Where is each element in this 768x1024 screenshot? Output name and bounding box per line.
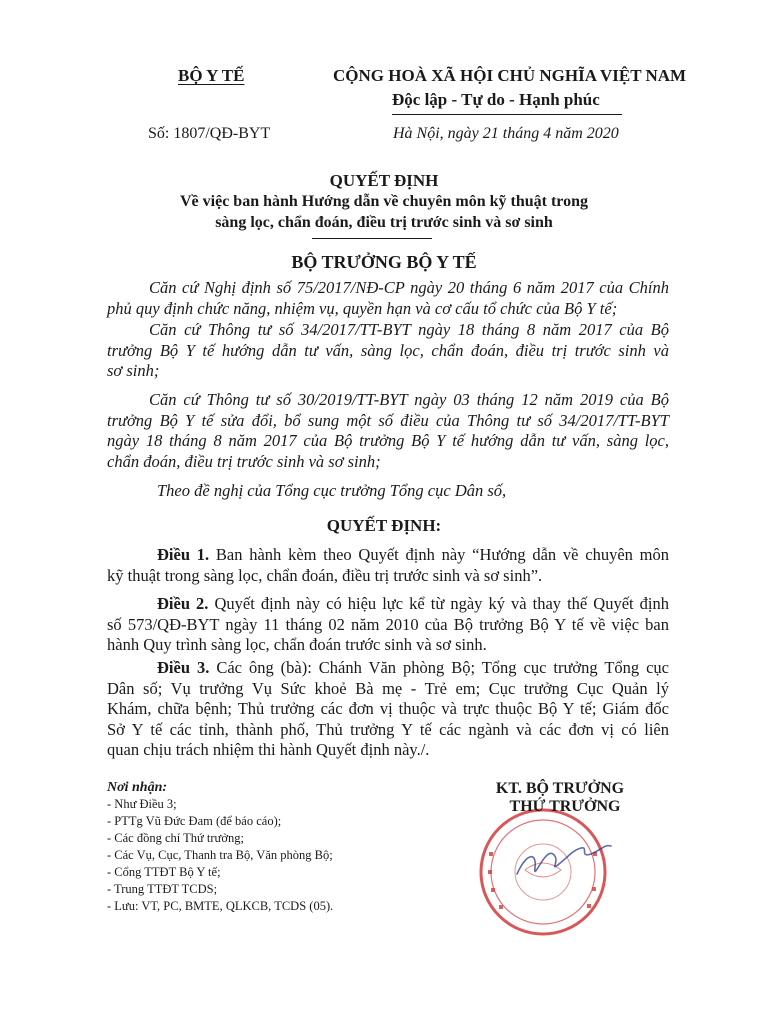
article-line: Sở Y tế các tỉnh, thành phố, Thủ trưởng Y tế các ngành và các đơn vị có liên [107, 719, 669, 739]
seal-mark [491, 888, 495, 892]
motto-underline [392, 114, 622, 115]
recipients-title: Nơi nhận: [107, 780, 168, 795]
article-text: Ban hành kèm theo Quyết định này “Hướng dẫn về chuyên môn [209, 545, 669, 564]
article-line: quan chịu trách nhiệm thi hành Quyết định này./. [107, 740, 430, 760]
issuing-authority: BỘ TRƯỞNG BỘ Y TẾ [291, 252, 477, 272]
basis-line: sơ sinh; [107, 361, 160, 381]
basis-line: Theo đề nghị của Tổng cục trưởng Tổng cục Dân số, [157, 481, 507, 500]
recipient-item: - Như Điều 3; [107, 797, 177, 811]
seal-mark [489, 852, 493, 856]
article-line: số 573/QĐ-BYT ngày 11 tháng 02 năm 2010 của Bộ trưởng Bộ Y tế về việc ban [107, 614, 669, 634]
article-label: Điều 1. [157, 545, 210, 564]
recipient-item: - Các đồng chí Thứ trưởng; [107, 831, 244, 845]
article-1 [107, 545, 669, 586]
article-text: Các ông (bà): Chánh Văn phòng Bộ; Tổng cục trưởng Tổng cục [209, 658, 670, 677]
document-number: Số: 1807/QĐ-BYT [148, 125, 271, 142]
decision-subject-line-1: Về việc ban hành Hướng dẫn về chuyên môn kỹ thuật trong [179, 193, 588, 210]
article-2 [107, 594, 669, 656]
basis-line: trưởng Bộ Y tế sửa đổi, bổ sung một số điều của Thông tư số 34/2017/TT-BYT [107, 410, 669, 430]
article-first-line [107, 594, 669, 615]
national-title: CỘNG HOÀ XÃ HỘI CHỦ NGHĨA VIỆT NAM [333, 66, 687, 85]
article-line: kỹ thuật trong sàng lọc, chẩn đoán, điều trị trước sinh và sơ sinh”. [107, 565, 543, 585]
signature-title-1: KT. BỘ TRƯỞNG [495, 780, 625, 797]
basis-line: phủ quy định chức năng, nhiệm vụ, quyền hạn và cơ cấu tổ chức của Bộ Y tế; [107, 298, 618, 318]
legal-basis-2 [107, 320, 669, 382]
title-underline [312, 238, 432, 239]
article-3 [107, 658, 669, 761]
recipient-item: - Trung TTĐT TCDS; [107, 882, 218, 896]
recipient-item: - Lưu: VT, PC, BMTE, QLKCB, TCDS (05). [107, 899, 334, 913]
basis-line: chẩn đoán, điều trị trước sinh và sơ sinh; [107, 451, 381, 471]
article-line: Dân số; Vụ trưởng Vụ Sức khoẻ Bà mẹ - Trẻ em; Cục trưởng Cục Quản lý [107, 678, 669, 698]
legal-basis-1 [107, 278, 669, 319]
seal-mark [488, 870, 492, 874]
decision-heading: QUYẾT ĐỊNH [329, 171, 439, 190]
article-first-line [107, 658, 669, 679]
article-label: Điều 2. [157, 594, 209, 613]
decides-heading: QUYẾT ĐỊNH: [326, 516, 442, 535]
basis-line: trưởng Bộ Y tế hướng dẫn tư vấn, sàng lọc, chẩn đoán, điều trị trước sinh và [107, 340, 669, 360]
article-first-line [107, 545, 669, 566]
basis-line: Căn cứ Thông tư số 34/2017/TT-BYT ngày 18 tháng 8 năm 2017 của Bộ [149, 320, 669, 339]
basis-line: Căn cứ Nghị định số 75/2017/NĐ-CP ngày 20 tháng 6 năm 2017 của Chính [149, 278, 669, 297]
recipient-item: - Cổng TTĐT Bộ Y tế; [107, 865, 221, 879]
place-date: Hà Nội, ngày 21 tháng 4 năm 2020 [393, 125, 619, 142]
article-label: Điều 3. [157, 658, 210, 677]
basis-line: ngày 18 tháng 8 năm 2017 của Bộ trưởng Bộ Y tế hướng dẫn tư vấn, sàng lọc, [107, 431, 669, 451]
basis-line: Căn cứ Thông tư số 30/2019/TT-BYT ngày 03 tháng 12 năm 2019 của Bộ [149, 390, 669, 409]
national-motto: Độc lập - Tự do - Hạnh phúc [392, 90, 600, 109]
seal-mark [499, 905, 503, 909]
seal-mark [587, 904, 591, 908]
signature-stroke [517, 846, 611, 874]
issuing-agency: BỘ Y TẾ [178, 66, 245, 85]
article-line: Khám, chữa bệnh; Thủ trưởng các đơn vị thuộc và trực thuộc Bộ Y tế; Giám đốc [107, 699, 669, 719]
recipient-item: - Các Vụ, Cục, Thanh tra Bộ, Văn phòng Bộ; [107, 848, 333, 862]
decision-subject-line-2: sàng lọc, chẩn đoán, điều trị trước sinh và sơ sinh [215, 214, 553, 231]
legal-basis-4 [107, 481, 669, 502]
article-line: hành Quy trình sàng lọc, chẩn đoán trước sinh và sơ sinh. [107, 635, 487, 655]
seal-mark [592, 887, 596, 891]
legal-basis-3 [107, 390, 669, 472]
signature-title-2: THỨ TRƯỞNG [509, 798, 621, 815]
article-text: Quyết định này có hiệu lực kể từ ngày ký và thay thế Quyết định [208, 594, 669, 613]
recipient-item: - PTTg Vũ Đức Đam (để báo cáo); [107, 814, 282, 828]
